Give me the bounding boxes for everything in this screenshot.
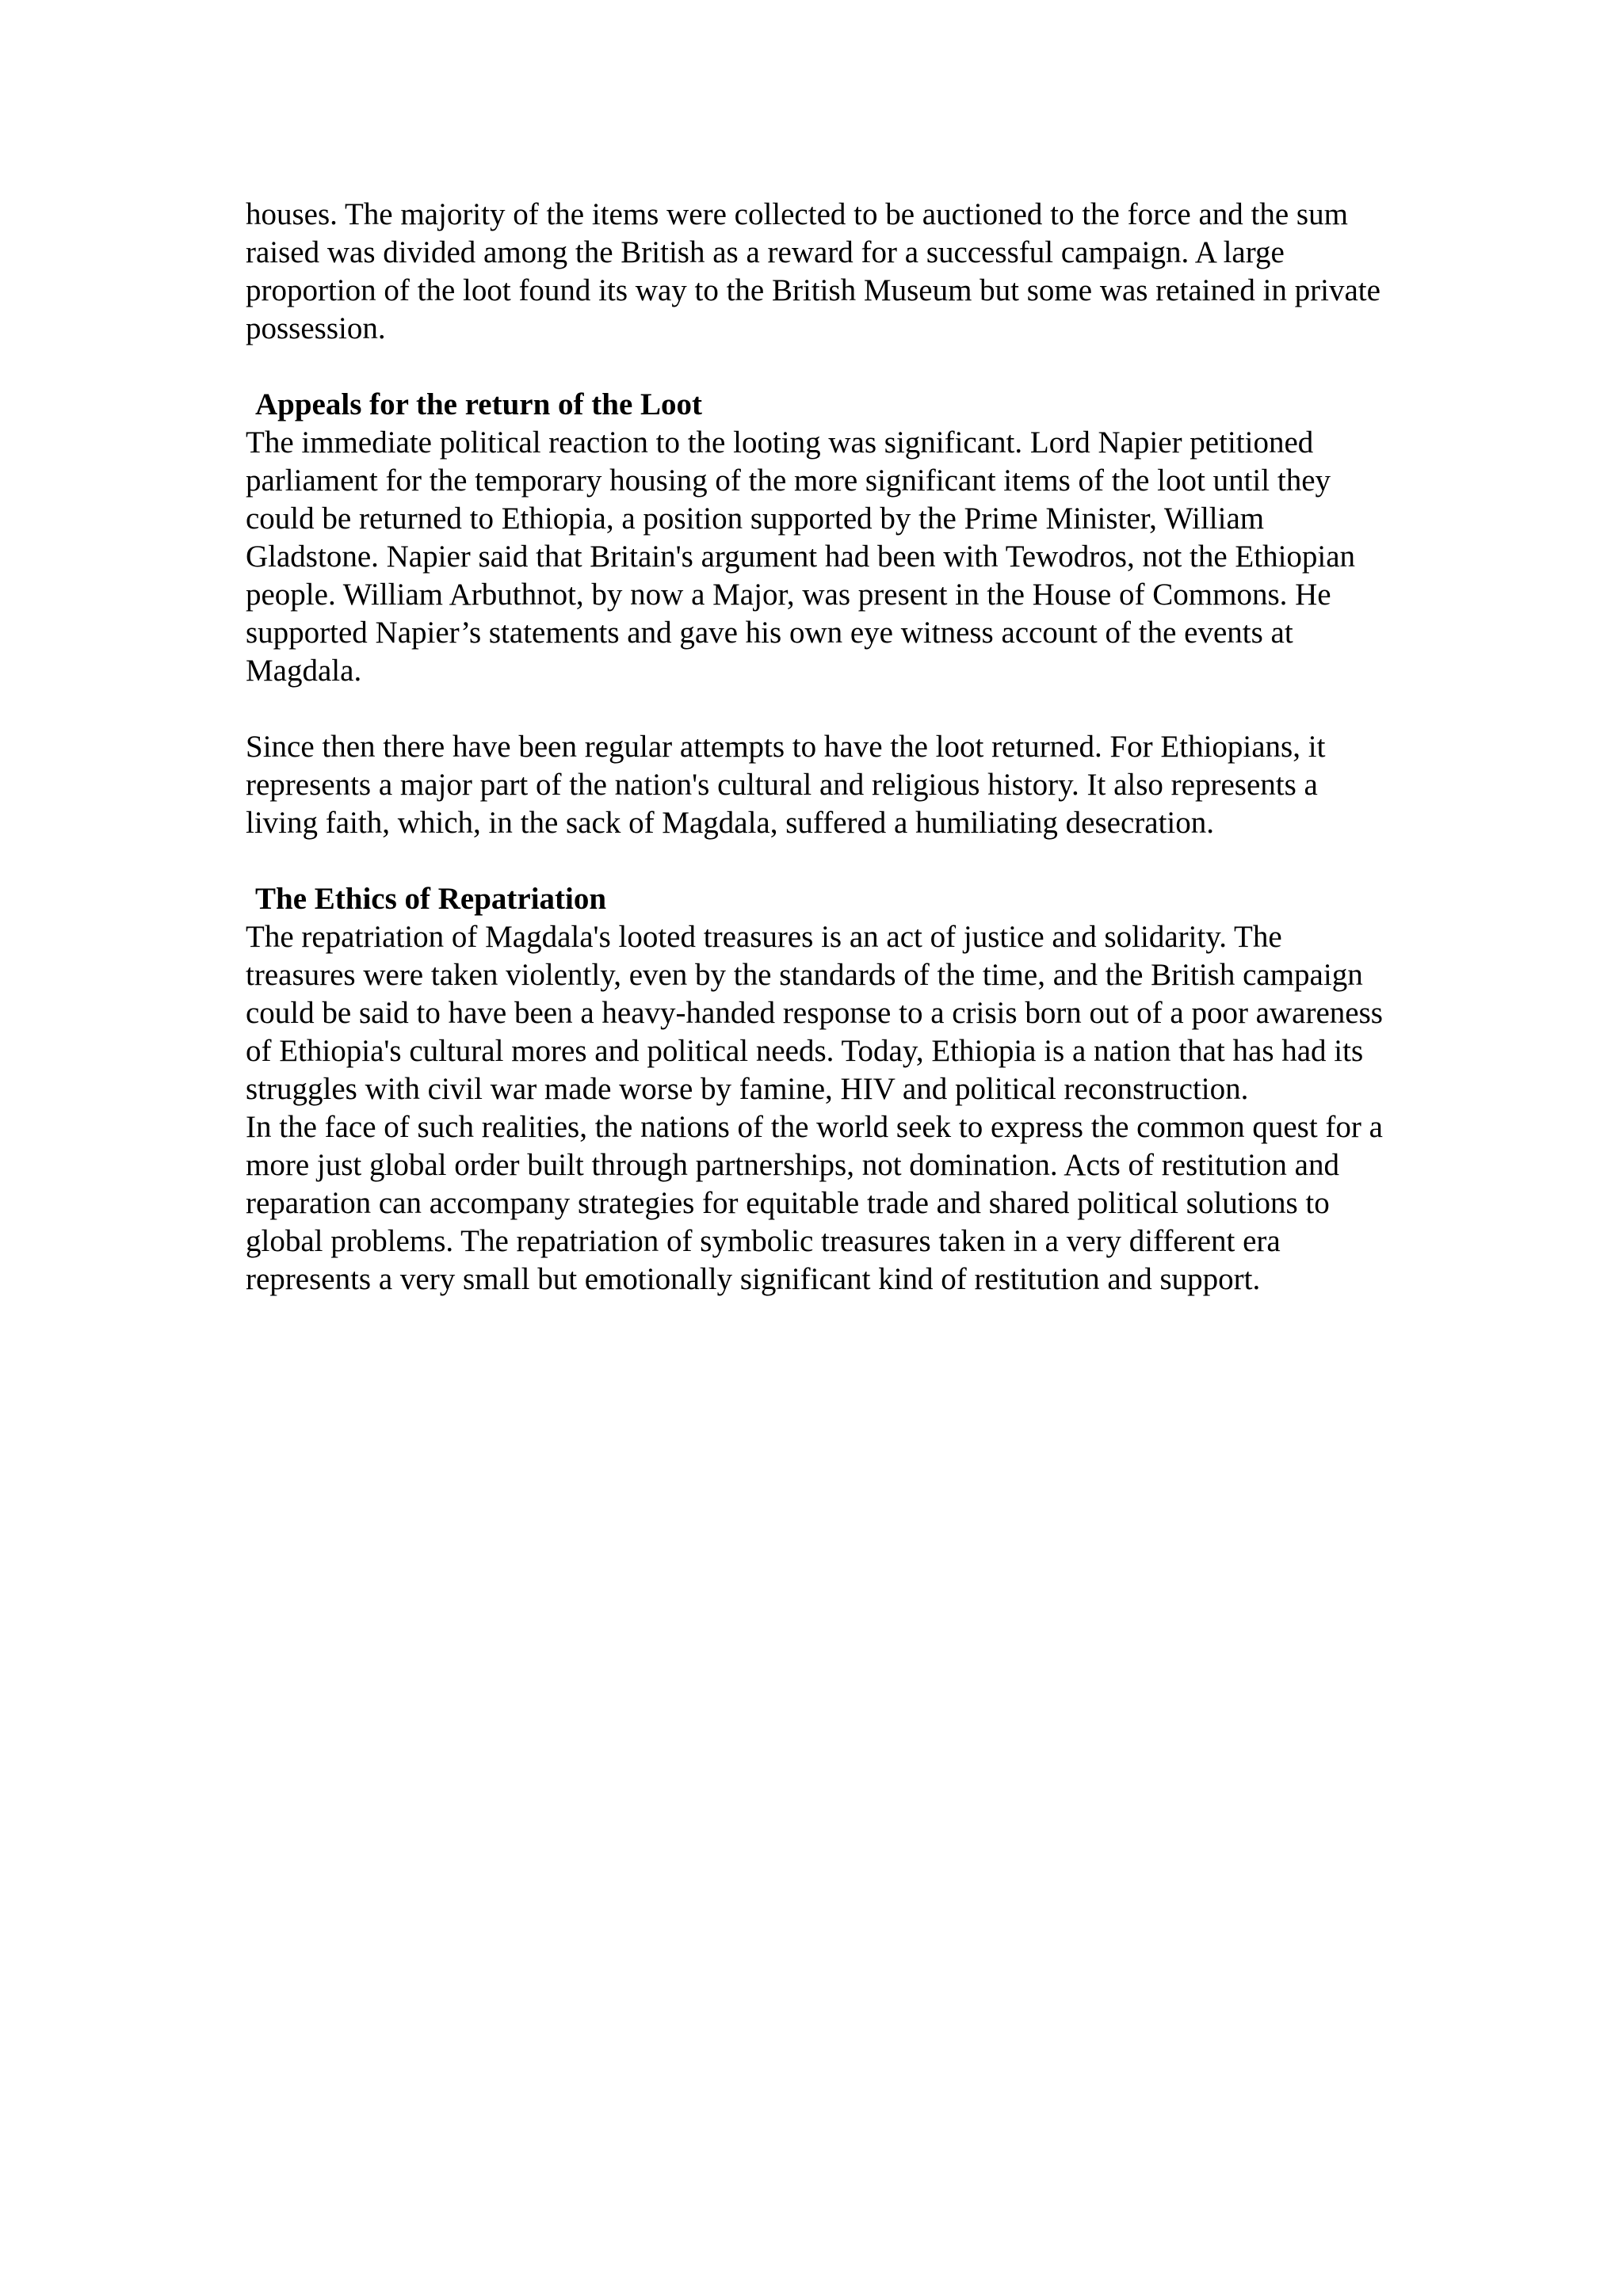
paragraph-regular-attempts: Since then there have been regular attempts to have the loot returned. For Ethiopians, it represents a major part of the nation's cultural and religious history. It also represents a living faith, which, in the sack of Magdala, suffered a humiliating desecration. — [246, 730, 1326, 840]
paragraph-spacer — [246, 842, 1482, 880]
paragraph-justice-solidarity: The repatriation of Magdala's looted treasures is an act of justice and solidarity. The treasures were taken violently, even by the standards of the time, and the British campaign could be said to have been a heavy-handed response to a crisis born out of a poor awareness of Ethiopia's cultural mores and political needs. Today, Ethiopia is a nation that has had its struggles with civil war made worse by famine, HIV and political reconstruction. — [246, 920, 1383, 1106]
paragraph-global-order: In the face of such realities, the nations of the world seek to express the common quest for a more just global order built through partnerships, not domination. Acts of restitution and reparation can accompany strategies for equitable trade and shared political solutions to global problems. The repatriation of symbolic treasures taken in a very different era represents a very small but emotionally significant kind of restitution and support. — [246, 1110, 1383, 1296]
paragraph-political-reaction: The immediate political reaction to the looting was significant. Lord Napier petitioned parliament for the temporary housing of the more significant items of the loot until they could be returned to Ethiopia, a position supported by the Prime Minister, William Gladstone. Napier said that Britain's argument had been with Tewodros, not the Ethiopian people. William Arbuthnot, by now a Major, was present in the House of Commons. He supported Napier’s statements and gave his own eye witness account of the events at Magdala. — [246, 425, 1356, 688]
section-heading-ethics: The Ethics of Repatriation — [255, 882, 607, 916]
paragraph-loot-auction: houses. The majority of the items were collected to be auctioned to the force and the sum raised was divided among the British as a reward for a successful campaign. A large proportion of the loot found its way to the British Museum but some was retained in private possession. — [246, 197, 1381, 345]
document-body — [246, 196, 1482, 1299]
paragraph-spacer — [246, 348, 1482, 386]
section-heading-appeals: Appeals for the return of the Loot — [255, 387, 703, 421]
paragraph-spacer — [246, 690, 1482, 728]
